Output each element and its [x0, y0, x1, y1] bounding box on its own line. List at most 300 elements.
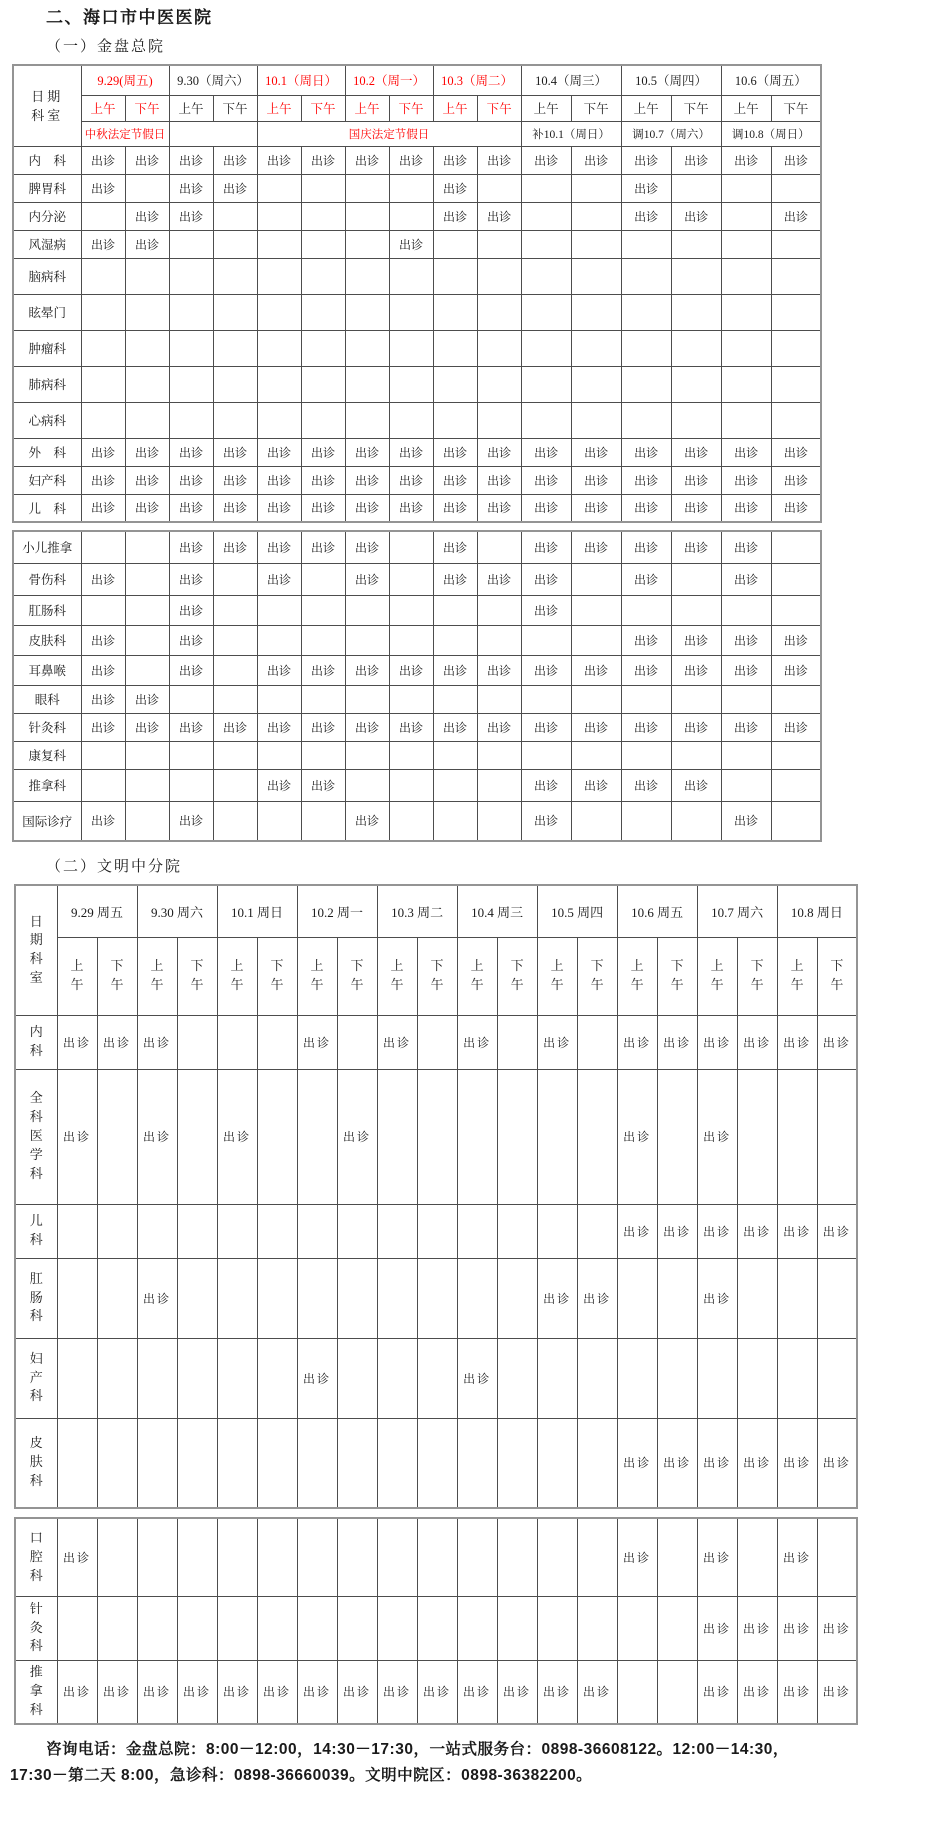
schedule-cell: 出诊 [521, 595, 571, 625]
schedule-cell [389, 801, 433, 841]
schedule-cell [377, 1258, 417, 1338]
schedule-cell [417, 1518, 457, 1596]
schedule-cell: 出诊 [571, 655, 621, 685]
schedule-cell [125, 258, 169, 294]
schedule-cell [177, 1418, 217, 1508]
schedule-cell [521, 294, 571, 330]
schedule-cell: 出诊 [81, 146, 125, 174]
schedule-cell: 出诊 [345, 655, 389, 685]
schedule-cell [257, 1338, 297, 1418]
schedule-cell [771, 531, 821, 563]
schedule-cell: 出诊 [671, 466, 721, 494]
schedule-cell [213, 741, 257, 769]
schedule-cell [477, 330, 521, 366]
schedule-cell [213, 655, 257, 685]
schedule-cell: 出诊 [617, 1069, 657, 1204]
schedule-cell: 出诊 [621, 655, 671, 685]
schedule-cell [577, 1596, 617, 1660]
schedule-cell: 出诊 [817, 1204, 857, 1258]
schedule-cell [477, 685, 521, 713]
schedule-cell [417, 1015, 457, 1069]
schedule-cell [671, 258, 721, 294]
pm-label: 下午 [830, 958, 844, 992]
schedule-cell: 出诊 [301, 466, 345, 494]
schedule-cell: 出诊 [497, 1660, 537, 1724]
schedule-cell: 出诊 [137, 1258, 177, 1338]
schedule-cell [213, 625, 257, 655]
schedule-cell [125, 741, 169, 769]
schedule-cell [81, 258, 125, 294]
schedule-cell: 出诊 [697, 1204, 737, 1258]
schedule-cell [671, 294, 721, 330]
schedule-cell [477, 595, 521, 625]
pm-header: 下午 [671, 95, 721, 121]
schedule-cell: 出诊 [721, 563, 771, 595]
schedule-cell [177, 1258, 217, 1338]
dept-label [15, 1069, 57, 1204]
schedule-cell: 出诊 [169, 801, 213, 841]
am-label: 上午 [390, 958, 404, 992]
schedule-cell [721, 769, 771, 801]
schedule-cell: 出诊 [257, 563, 301, 595]
schedule-cell [433, 258, 477, 294]
date-header: 9.29(周五) [81, 65, 169, 95]
dept-label: 内分泌 [13, 202, 81, 230]
schedule-cell: 出诊 [345, 146, 389, 174]
schedule-cell: 出诊 [621, 625, 671, 655]
date-header: 10.7 周六 [697, 885, 777, 937]
schedule-cell [771, 769, 821, 801]
schedule-cell [169, 294, 213, 330]
schedule-cell [297, 1596, 337, 1660]
schedule-cell [721, 258, 771, 294]
date-header: 10.1 周日 [217, 885, 297, 937]
schedule-cell: 出诊 [697, 1015, 737, 1069]
schedule-cell: 出诊 [671, 713, 721, 741]
schedule-row [15, 1015, 857, 1069]
schedule-cell: 出诊 [257, 146, 301, 174]
schedule-cell [57, 1338, 97, 1418]
schedule-cell: 出诊 [301, 494, 345, 522]
schedule-row [15, 1518, 857, 1596]
schedule-cell [571, 741, 621, 769]
schedule-cell [389, 531, 433, 563]
schedule-cell [213, 801, 257, 841]
schedule-cell: 出诊 [521, 494, 571, 522]
schedule-cell [297, 1204, 337, 1258]
schedule-row [13, 531, 821, 563]
schedule-cell: 出诊 [671, 494, 721, 522]
schedule-cell: 出诊 [125, 146, 169, 174]
dept-label-text: 口腔科 [29, 1529, 43, 1583]
schedule-cell: 出诊 [177, 1660, 217, 1724]
schedule-cell [571, 402, 621, 438]
date-header: 9.30 周六 [137, 885, 217, 937]
schedule-cell: 出诊 [771, 655, 821, 685]
schedule-cell: 出诊 [621, 531, 671, 563]
dept-label [15, 1015, 57, 1069]
schedule-cell: 出诊 [721, 466, 771, 494]
schedule-cell [125, 294, 169, 330]
schedule-cell [457, 1418, 497, 1508]
schedule-cell: 出诊 [617, 1204, 657, 1258]
schedule-cell [345, 174, 389, 202]
schedule-cell: 出诊 [721, 531, 771, 563]
schedule-cell: 出诊 [737, 1015, 777, 1069]
schedule-cell [577, 1015, 617, 1069]
pm-label: 下午 [190, 958, 204, 992]
schedule-cell [457, 1204, 497, 1258]
schedule-cell: 出诊 [571, 438, 621, 466]
schedule-cell: 出诊 [433, 438, 477, 466]
dept-label: 风湿病 [13, 230, 81, 258]
schedule-row [13, 563, 821, 595]
schedule-row [13, 174, 821, 202]
schedule-cell [417, 1204, 457, 1258]
schedule-cell: 出诊 [697, 1596, 737, 1660]
schedule-cell [433, 595, 477, 625]
pm-label: 下午 [110, 958, 124, 992]
schedule-cell [345, 366, 389, 402]
schedule-cell [721, 174, 771, 202]
schedule-row [13, 258, 821, 294]
corner-dept-label: 科室 [31, 107, 64, 123]
schedule-row [13, 438, 821, 466]
schedule-cell [771, 402, 821, 438]
wenming-schedule [10, 884, 918, 1725]
schedule-cell [389, 402, 433, 438]
schedule-cell: 出诊 [671, 146, 721, 174]
schedule-cell [671, 230, 721, 258]
schedule-cell [577, 1204, 617, 1258]
schedule-cell [97, 1204, 137, 1258]
schedule-cell: 出诊 [345, 713, 389, 741]
schedule-cell: 出诊 [771, 202, 821, 230]
schedule-cell [571, 330, 621, 366]
schedule-cell [571, 625, 621, 655]
schedule-cell [433, 801, 477, 841]
schedule-cell [301, 595, 345, 625]
schedule-cell [417, 1258, 457, 1338]
schedule-row [13, 769, 821, 801]
schedule-cell: 出诊 [621, 713, 671, 741]
schedule-row [13, 366, 821, 402]
schedule-cell: 出诊 [671, 769, 721, 801]
schedule-cell: 出诊 [777, 1660, 817, 1724]
schedule-cell: 出诊 [81, 466, 125, 494]
schedule-cell [337, 1518, 377, 1596]
schedule-cell [721, 366, 771, 402]
dept-label [15, 1338, 57, 1418]
schedule-cell [671, 563, 721, 595]
schedule-cell: 出诊 [521, 146, 571, 174]
am-label: 上午 [630, 958, 644, 992]
schedule-cell: 出诊 [125, 685, 169, 713]
schedule-cell [301, 366, 345, 402]
dept-label: 皮肤科 [13, 625, 81, 655]
schedule-cell [169, 685, 213, 713]
schedule-cell [817, 1069, 857, 1204]
schedule-cell [737, 1518, 777, 1596]
am-header [697, 937, 737, 1015]
schedule-cell: 出诊 [671, 655, 721, 685]
schedule-cell [417, 1418, 457, 1508]
pm-header: 下午 [771, 95, 821, 121]
schedule-cell: 出诊 [125, 713, 169, 741]
schedule-cell [297, 1258, 337, 1338]
schedule-cell [257, 294, 301, 330]
am-header [137, 937, 177, 1015]
schedule-cell: 出诊 [389, 466, 433, 494]
am-header: 上午 [169, 95, 213, 121]
schedule-row [13, 330, 821, 366]
schedule-cell [345, 769, 389, 801]
schedule-cell [389, 202, 433, 230]
schedule-cell: 出诊 [671, 438, 721, 466]
schedule-cell: 出诊 [521, 466, 571, 494]
schedule-cell [537, 1596, 577, 1660]
schedule-cell [521, 230, 571, 258]
schedule-cell: 出诊 [257, 531, 301, 563]
schedule-cell [81, 366, 125, 402]
schedule-cell [345, 202, 389, 230]
am-header: 上午 [621, 95, 671, 121]
schedule-cell [169, 258, 213, 294]
schedule-cell [389, 595, 433, 625]
schedule-cell [771, 294, 821, 330]
schedule-cell [213, 202, 257, 230]
schedule-cell: 出诊 [81, 713, 125, 741]
holiday-note: 调10.7（周六） [621, 121, 721, 146]
schedule-cell [213, 230, 257, 258]
schedule-cell: 出诊 [137, 1015, 177, 1069]
schedule-cell: 出诊 [81, 625, 125, 655]
am-header [617, 937, 657, 1015]
schedule-row [13, 685, 821, 713]
pm-label: 下午 [750, 958, 764, 992]
schedule-cell: 出诊 [521, 563, 571, 595]
dept-label: 内 科 [13, 146, 81, 174]
am-header: 上午 [433, 95, 477, 121]
schedule-cell [345, 402, 389, 438]
schedule-cell [217, 1258, 257, 1338]
schedule-cell [97, 1518, 137, 1596]
schedule-cell [621, 230, 671, 258]
schedule-row [15, 1660, 857, 1724]
schedule-cell [257, 1015, 297, 1069]
dept-label: 耳鼻喉 [13, 655, 81, 685]
schedule-cell: 出诊 [389, 438, 433, 466]
footer-line-2: 17:30－第二天 8:00，急诊科：0898-36660039。文明中院区：0898-36382200。 [10, 1767, 593, 1784]
schedule-cell [81, 531, 125, 563]
schedule-cell [621, 366, 671, 402]
schedule-cell [771, 330, 821, 366]
schedule-cell: 出诊 [433, 531, 477, 563]
schedule-cell [571, 366, 621, 402]
schedule-cell [571, 595, 621, 625]
date-header-row [15, 885, 857, 937]
schedule-cell: 出诊 [433, 174, 477, 202]
schedule-cell: 出诊 [377, 1015, 417, 1069]
date-header: 10.2 周一 [297, 885, 377, 937]
schedule-cell [671, 595, 721, 625]
schedule-cell [213, 595, 257, 625]
schedule-cell: 出诊 [571, 713, 621, 741]
date-header: 10.8 周日 [777, 885, 857, 937]
schedule-cell: 出诊 [621, 563, 671, 595]
schedule-cell [721, 230, 771, 258]
schedule-cell: 出诊 [217, 1660, 257, 1724]
table-split-gap [10, 523, 918, 530]
schedule-cell: 出诊 [477, 466, 521, 494]
schedule-cell: 出诊 [213, 713, 257, 741]
am-header [217, 937, 257, 1015]
dept-label [15, 1518, 57, 1596]
pm-header: 下午 [389, 95, 433, 121]
schedule-cell [621, 402, 671, 438]
schedule-cell [521, 330, 571, 366]
corner-cell [15, 885, 57, 1015]
schedule-cell: 出诊 [777, 1204, 817, 1258]
schedule-cell: 出诊 [433, 202, 477, 230]
schedule-cell: 出诊 [125, 230, 169, 258]
schedule-cell: 出诊 [737, 1204, 777, 1258]
schedule-cell: 出诊 [125, 202, 169, 230]
schedule-cell [737, 1069, 777, 1204]
schedule-cell [417, 1596, 457, 1660]
schedule-cell [177, 1204, 217, 1258]
schedule-row [13, 801, 821, 841]
schedule-cell: 出诊 [477, 563, 521, 595]
am-header: 上午 [257, 95, 301, 121]
holiday-note: 补10.1（周日） [521, 121, 621, 146]
schedule-cell: 出诊 [337, 1069, 377, 1204]
dept-label: 骨伤科 [13, 563, 81, 595]
schedule-cell: 出诊 [389, 713, 433, 741]
schedule-cell [169, 230, 213, 258]
wenming-table-part-2 [14, 1517, 858, 1725]
holiday-note: 中秋法定节假日 [81, 121, 169, 146]
schedule-cell: 出诊 [433, 494, 477, 522]
dept-label: 肿瘤科 [13, 330, 81, 366]
schedule-cell [81, 402, 125, 438]
schedule-cell [257, 1418, 297, 1508]
schedule-cell [213, 402, 257, 438]
schedule-cell [817, 1338, 857, 1418]
schedule-cell [337, 1015, 377, 1069]
schedule-cell: 出诊 [213, 146, 257, 174]
schedule-cell [345, 595, 389, 625]
schedule-cell: 出诊 [777, 1596, 817, 1660]
schedule-cell [301, 402, 345, 438]
schedule-cell: 出诊 [301, 146, 345, 174]
page-title: 二、海口市中医医院 [46, 8, 213, 27]
schedule-cell: 出诊 [257, 713, 301, 741]
schedule-cell: 出诊 [297, 1015, 337, 1069]
corner-label: 日期科室 [29, 913, 43, 986]
schedule-cell: 出诊 [81, 438, 125, 466]
schedule-cell [125, 174, 169, 202]
corner-cell [13, 65, 81, 146]
schedule-cell [217, 1015, 257, 1069]
schedule-cell [125, 595, 169, 625]
schedule-cell [497, 1015, 537, 1069]
am-header [297, 937, 337, 1015]
schedule-cell [657, 1258, 697, 1338]
schedule-cell: 出诊 [621, 769, 671, 801]
date-header: 10.3（周二） [433, 65, 521, 95]
schedule-cell: 出诊 [377, 1660, 417, 1724]
schedule-cell [777, 1069, 817, 1204]
schedule-cell: 出诊 [477, 438, 521, 466]
am-header: 上午 [345, 95, 389, 121]
schedule-cell [257, 741, 301, 769]
schedule-cell [301, 202, 345, 230]
schedule-cell: 出诊 [521, 713, 571, 741]
schedule-cell [257, 402, 301, 438]
schedule-cell: 出诊 [57, 1015, 97, 1069]
schedule-cell: 出诊 [433, 563, 477, 595]
schedule-cell: 出诊 [213, 174, 257, 202]
dept-label: 针灸科 [13, 713, 81, 741]
schedule-cell [657, 1069, 697, 1204]
schedule-cell [301, 685, 345, 713]
schedule-cell [477, 402, 521, 438]
schedule-cell [433, 230, 477, 258]
am-header [377, 937, 417, 1015]
date-header: 9.30（周六） [169, 65, 257, 95]
schedule-cell [771, 230, 821, 258]
schedule-cell: 出诊 [297, 1338, 337, 1418]
pm-header [417, 937, 457, 1015]
date-header-row [13, 65, 821, 95]
schedule-cell: 出诊 [169, 438, 213, 466]
schedule-cell: 出诊 [125, 494, 169, 522]
schedule-cell: 出诊 [301, 769, 345, 801]
schedule-cell [577, 1338, 617, 1418]
schedule-cell [477, 174, 521, 202]
schedule-cell [771, 174, 821, 202]
schedule-cell [389, 330, 433, 366]
schedule-cell [377, 1338, 417, 1418]
date-header: 10.5 周四 [537, 885, 617, 937]
schedule-cell: 出诊 [345, 531, 389, 563]
schedule-cell [81, 202, 125, 230]
schedule-cell: 出诊 [301, 438, 345, 466]
schedule-cell: 出诊 [621, 438, 671, 466]
schedule-cell: 出诊 [721, 494, 771, 522]
schedule-cell [497, 1069, 537, 1204]
schedule-cell: 出诊 [81, 685, 125, 713]
schedule-cell [621, 801, 671, 841]
schedule-cell [301, 230, 345, 258]
schedule-cell [257, 1069, 297, 1204]
schedule-cell: 出诊 [577, 1258, 617, 1338]
date-header: 10.1（周日） [257, 65, 345, 95]
schedule-cell [777, 1338, 817, 1418]
schedule-cell [301, 563, 345, 595]
section2-title: （二）文明中分院 [46, 859, 183, 875]
pm-header [817, 937, 857, 1015]
schedule-cell [771, 685, 821, 713]
schedule-cell: 出诊 [697, 1069, 737, 1204]
schedule-cell: 出诊 [389, 655, 433, 685]
schedule-cell [537, 1518, 577, 1596]
schedule-cell [217, 1518, 257, 1596]
dept-label: 妇产科 [13, 466, 81, 494]
holiday-note: 调10.8（周日） [721, 121, 821, 146]
schedule-cell [389, 294, 433, 330]
